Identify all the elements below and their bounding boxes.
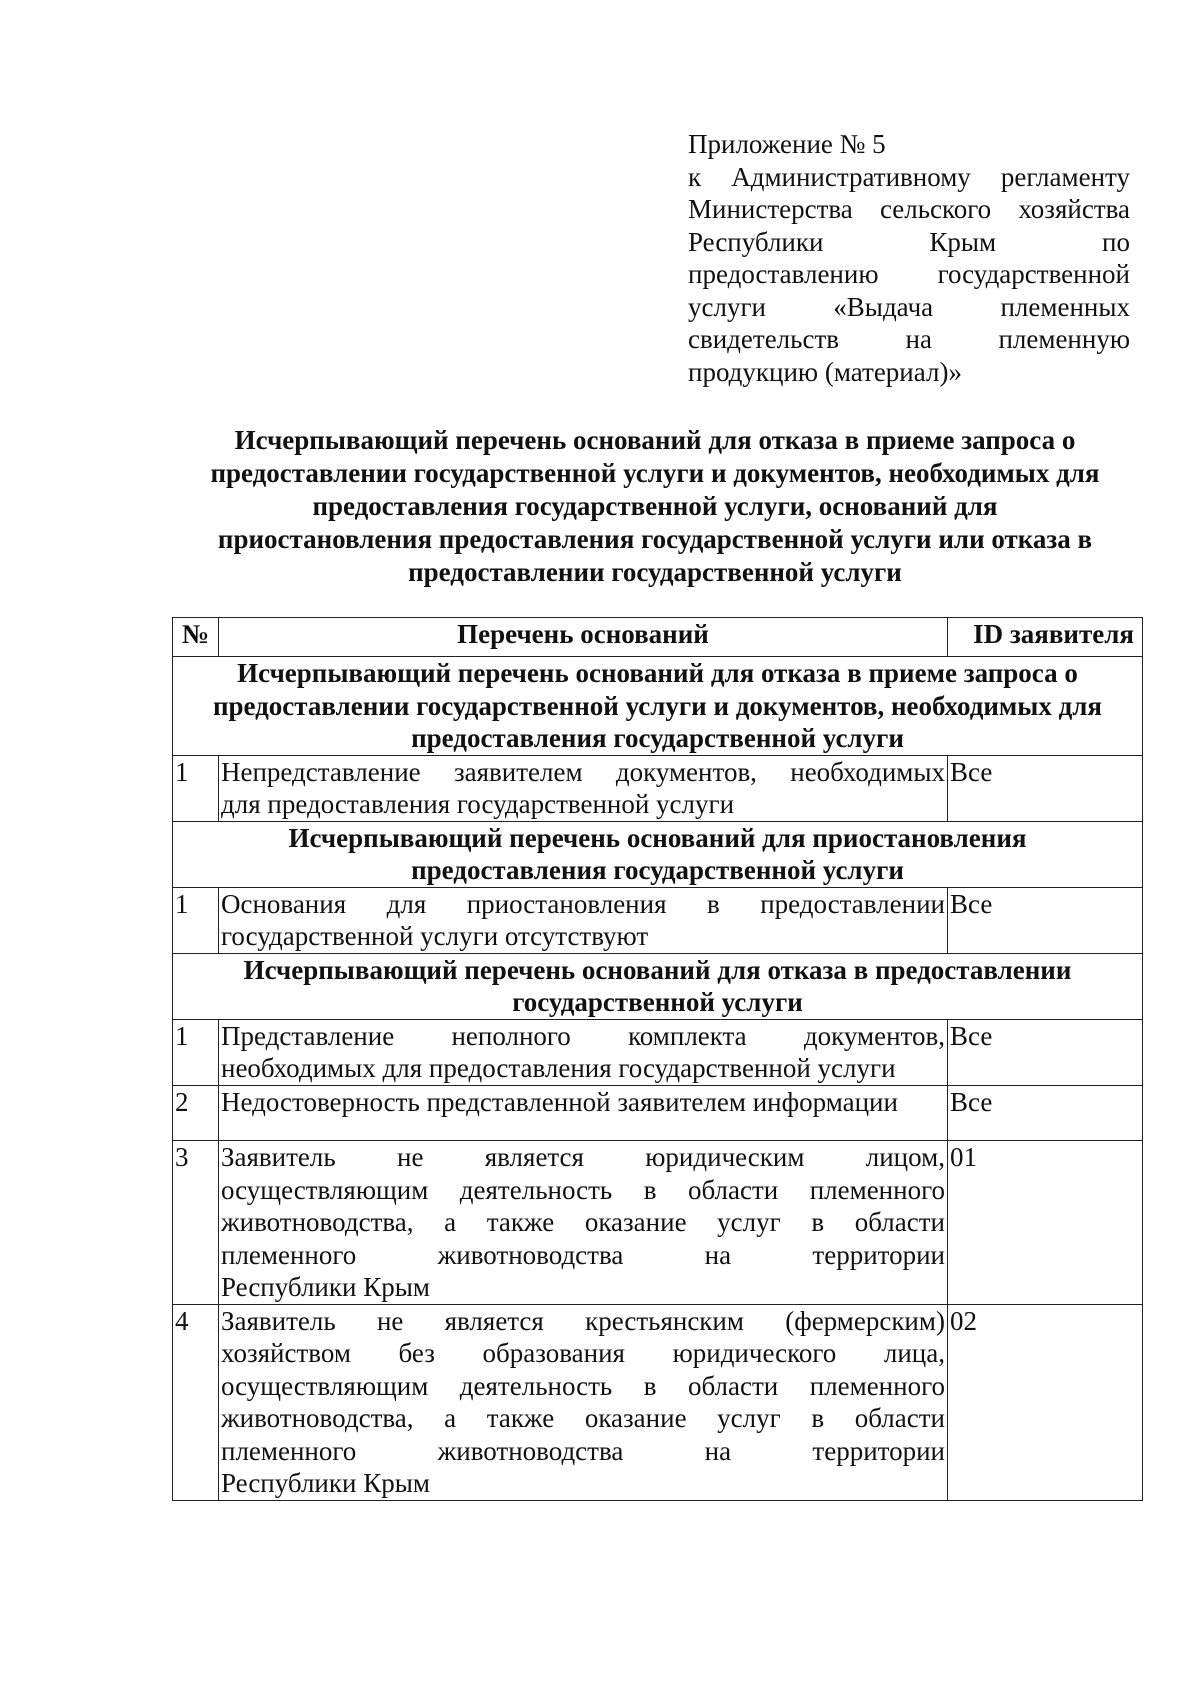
appendix-word: регламенту [1000,161,1130,192]
ground-word: оказание [584,1207,687,1237]
ground-word: предоставлении [760,888,945,919]
appendix-line [688,161,1130,194]
appendix-word: услуги [688,291,766,322]
ground-word: Основания [221,888,347,919]
section-header-row [173,821,1143,887]
row-applicant-id: Все [948,1019,1143,1085]
header-grounds: Перечень оснований [219,618,948,657]
ground-word: также [486,1207,555,1237]
appendix-word: Министерства [688,194,853,224]
ground-text-line [221,888,945,921]
appendix-word: Административному [731,161,971,192]
ground-text-line [221,756,945,789]
table-row [173,1019,1143,1085]
ground-word: крестьянским [585,1305,744,1336]
title-line: предоставления государственной услуги, оснований для [312,491,998,521]
ground-word: области [854,1403,945,1433]
ground-word: документов, [615,756,757,787]
section-header-row [173,953,1143,1019]
ground-word: в [811,1403,825,1433]
appendix-word: предоставлению [688,259,879,289]
section-title-line: предоставления государственной услуги [411,855,904,885]
ground-word: неполного [451,1020,571,1051]
row-ground-text [219,887,948,953]
ground-text-line [221,1086,945,1119]
ground-word: а [444,1207,457,1237]
ground-text-line [221,1141,945,1174]
table-row [173,1304,1143,1500]
ground-word: племенного [809,1370,945,1401]
appendix-word: по [1102,226,1130,257]
ground-word: племенного [221,1239,357,1270]
row-number: 3 [173,1141,219,1305]
appendix-word: государственной [937,259,1130,289]
header-number: № [173,618,219,657]
appendix-line [688,128,1130,161]
ground-word: на [704,1435,732,1466]
ground-word: осуществляющим [221,1174,429,1205]
ground-word: не [397,1142,424,1172]
appendix-word: свидетельств [688,324,840,354]
ground-word: осуществляющим [221,1370,429,1401]
ground-word: области [854,1207,945,1237]
appendix-word: к [688,161,702,192]
row-number: 2 [173,1085,219,1141]
row-applicant-id: Все [948,1085,1143,1141]
title-line: приостановления предоставления государственной услуги или отказа в [217,524,1093,554]
ground-text-line [221,1020,945,1053]
ground-word: лица, [883,1338,945,1368]
ground-word: образования [482,1338,625,1368]
row-number: 4 [173,1304,219,1500]
section-title [173,657,1143,756]
ground-word: хозяйством [221,1338,351,1368]
ground-word: племенного [809,1174,945,1205]
row-ground-text [219,1141,948,1305]
appendix-word: Республики [688,226,824,257]
ground-word: животноводства, [221,1403,414,1433]
row-ground-text [219,755,948,821]
ground-word: Заявитель [221,1142,336,1172]
document-title [160,424,1150,589]
ground-word: в [706,888,720,919]
ground-word: заявителем [453,756,583,787]
ground-word: Республики Крым [221,1272,430,1302]
ground-word: на [704,1239,732,1270]
ground-text-line [221,1174,945,1207]
section-title-line: предоставлении государственной услуги и документов, необходимых для [212,690,1103,721]
ground-text-line [221,1337,945,1370]
ground-word: животноводства [437,1239,624,1270]
section-title-line: Исчерпывающий перечень оснований для приостановления [288,822,1027,853]
ground-word: является [444,1305,544,1336]
ground-word: не [376,1305,404,1336]
ground-word: животноводства [437,1435,624,1466]
section-title-line: предоставления государственной услуги [411,723,904,753]
ground-text-line [221,1370,945,1403]
section-header-row [173,657,1143,756]
table-row [173,755,1143,821]
table-row [173,1141,1143,1305]
section-title-line: Исчерпывающий перечень оснований для отказа в предоставлении [243,954,1072,985]
ground-word: Недостоверность представленной заявителем информации [221,1086,898,1117]
ground-word: без [398,1338,435,1368]
ground-text-line [221,1206,945,1239]
ground-word: Представление [221,1020,395,1051]
ground-word: является [484,1142,584,1172]
ground-word: юридического [672,1338,837,1368]
ground-word: а [444,1403,457,1433]
ground-word: племенного [221,1435,357,1466]
ground-word: (фермерским) [785,1305,945,1336]
section-title-line: государственной услуги [512,987,803,1017]
row-applicant-id: 01 [948,1141,1143,1305]
appendix-word: племенных [1000,291,1130,322]
appendix-word: на [905,324,932,354]
title-line: Исчерпывающий перечень оснований для отказа в приеме запроса о [234,425,1076,455]
ground-text-line [221,1435,945,1468]
ground-word: деятельность [459,1370,613,1401]
ground-word: документов, [803,1020,945,1051]
row-ground-text [219,1019,948,1085]
ground-word: услуг [717,1403,781,1433]
appendix-word: Крым [929,226,997,257]
ground-word: для [386,888,427,919]
table-row [173,1085,1143,1141]
ground-word: Республики Крым [221,1468,430,1498]
appendix-word: «Выдача [833,291,934,322]
ground-word: для предоставления государственной услуги [221,789,735,819]
ground-word: Заявитель [221,1305,336,1336]
ground-word: государственной услуги отсутствуют [221,921,649,951]
title-line: предоставлении государственной услуги [408,557,902,587]
ground-word: Непредставление [221,756,421,787]
ground-word: необходимых [790,756,945,787]
ground-text-line [221,1239,945,1272]
row-applicant-id: Все [948,887,1143,953]
table-header-row [173,618,1143,657]
title-line: предоставлении государственной услуги и документов, необходимых для [210,458,1100,488]
ground-word: деятельность [459,1174,613,1205]
section-title [173,953,1143,1019]
appendix-line [688,323,1130,356]
ground-word: приостановления [466,888,667,919]
ground-word: территории [812,1435,945,1466]
ground-word: комплекта [628,1020,747,1051]
row-number: 1 [173,755,219,821]
ground-text-line [221,1467,945,1500]
appendix-word: племенную [998,324,1130,354]
appendix-line [688,193,1130,226]
ground-word: необходимых для предоставления государственной услуги [221,1053,896,1083]
appendix-word: продукцию (материал)» [688,356,962,387]
appendix-line [688,291,1130,324]
ground-word: также [486,1403,555,1433]
ground-word: области [687,1174,779,1205]
row-ground-text [219,1304,948,1500]
appendix-word: хозяйства [1018,194,1130,224]
ground-text-line [221,1271,945,1304]
ground-word: лицом, [865,1142,945,1172]
table-row [173,887,1143,953]
ground-word: животноводства, [221,1207,414,1237]
row-ground-text [219,1085,948,1141]
section-title [173,821,1143,887]
ground-word: в [811,1207,825,1237]
appendix-block [688,128,1130,388]
appendix-word: Приложение № 5 [688,129,886,159]
appendix-word: сельского [879,194,992,224]
grounds-table [172,617,1143,1501]
row-number: 1 [173,1019,219,1085]
ground-text-line [221,788,945,821]
ground-word: области [687,1370,779,1401]
ground-word: в [643,1174,657,1205]
ground-text-line [221,1052,945,1085]
appendix-line [688,356,1130,389]
ground-word: в [643,1370,657,1401]
ground-word: территории [812,1239,945,1270]
row-applicant-id: Все [948,755,1143,821]
row-applicant-id: 02 [948,1304,1143,1500]
ground-text-line [221,920,945,953]
ground-word: юридическим [645,1142,805,1172]
ground-text-line [221,1305,945,1338]
appendix-line [688,226,1130,259]
header-applicant-id: ID заявителя [948,618,1143,657]
ground-word: оказание [584,1403,687,1433]
section-title-line: Исчерпывающий перечень оснований для отказа в приеме запроса о [237,658,1078,688]
ground-text-line [221,1402,945,1435]
row-number: 1 [173,887,219,953]
appendix-line [688,258,1130,291]
ground-word: услуг [717,1207,781,1237]
